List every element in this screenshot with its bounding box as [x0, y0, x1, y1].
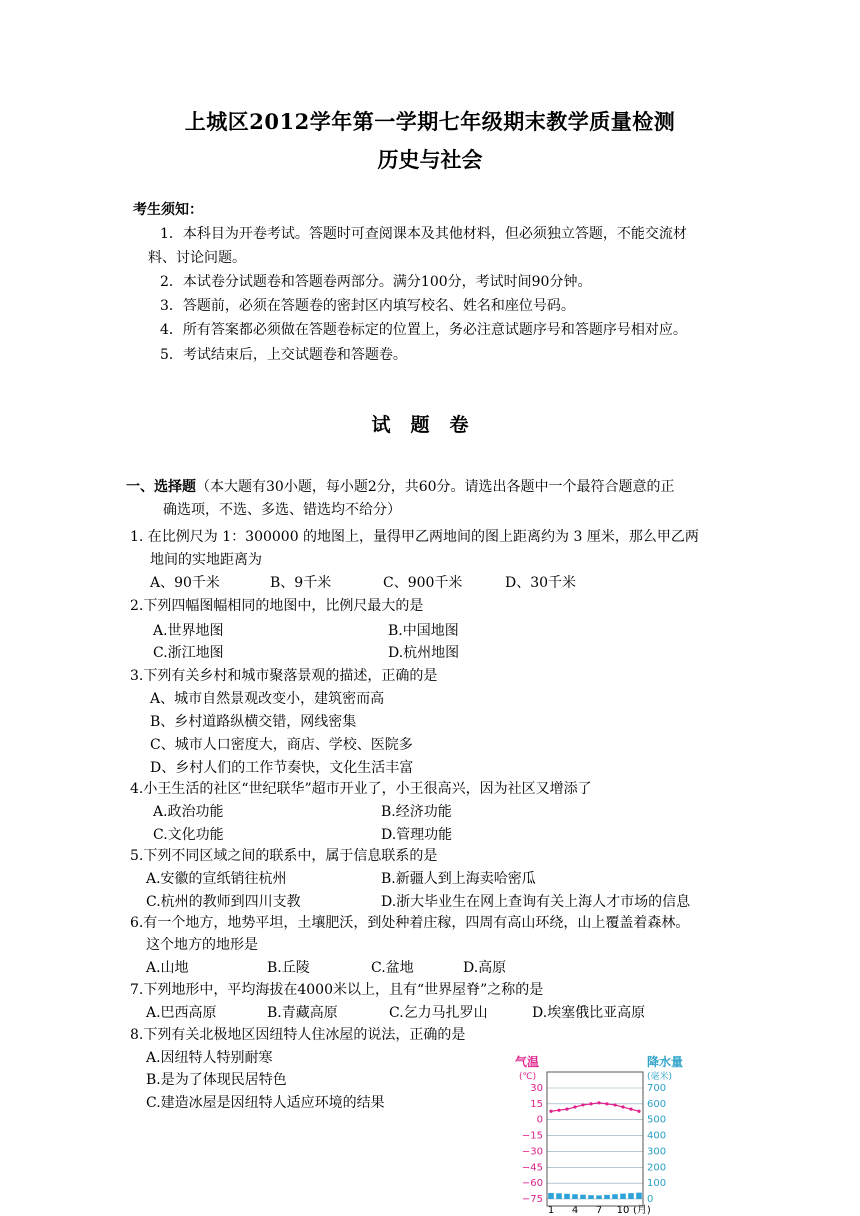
option: B.是为了体现民居特色	[146, 1072, 287, 1088]
page-subtitle: 历史与社会	[377, 147, 483, 172]
temperature-point	[581, 1103, 584, 1106]
precipitation-bar	[580, 1195, 586, 1199]
notice-item: 5．考试结束后，上交试题卷和答题卷。	[160, 347, 407, 363]
part1-heading	[126, 476, 675, 498]
part1-desc: （本大题有30小题，每小题2分，共60分。请选出各题中一个最符合题意的正	[196, 479, 675, 495]
part1-desc2: 确选项，不选、多选、错选均不给分）	[163, 502, 401, 518]
option: B.丘陵	[267, 960, 310, 976]
option: B.经济功能	[381, 804, 452, 820]
right-tick-label: 600	[647, 1098, 667, 1110]
left-tick-label: −45	[521, 1162, 543, 1174]
temperature-point	[597, 1101, 600, 1104]
option: A、90千米	[150, 575, 220, 591]
option: C.浙江地图	[153, 645, 224, 661]
option: A.世界地图	[153, 623, 224, 639]
left-ticks	[522, 1083, 543, 1205]
right-tick-label: 300	[647, 1146, 667, 1158]
precipitation-bars	[548, 1193, 642, 1199]
question-stem: 6.有一个地方，地势平坦，土壤肥沃，到处种着庄稼，四周有高山环绕，山上覆盖着森林。	[130, 915, 690, 931]
right-tick-label: 200	[647, 1162, 667, 1174]
option: C.建造冰屋是因纽特人适应环境的结果	[146, 1095, 385, 1111]
option: A.政治功能	[153, 804, 224, 820]
precipitation-bar	[548, 1193, 554, 1199]
chart-grid	[547, 1088, 643, 1199]
temperature-point	[589, 1102, 592, 1105]
option: C.盆地	[371, 960, 414, 976]
notice-item: 2．本试卷分试题卷和答题卷两部分。满分100分，考试时间90分钟。	[160, 274, 592, 290]
left-tick-label: −30	[521, 1146, 543, 1158]
temperature-point	[605, 1102, 608, 1105]
precipitation-bar	[636, 1193, 642, 1199]
option: C、900千米	[383, 575, 463, 591]
option: B.新疆人到上海卖哈密瓜	[381, 871, 536, 887]
left-tick-label: −60	[521, 1178, 543, 1190]
option: C.乞力马扎罗山	[389, 1005, 488, 1021]
right-tick-label: 700	[647, 1083, 667, 1094]
temperature-point	[613, 1103, 616, 1106]
climate-chart	[505, 1052, 705, 1216]
option: B、9千米	[270, 575, 332, 591]
precipitation-bar	[572, 1194, 578, 1199]
x-tick-label: 7	[595, 1205, 603, 1216]
option: A、城市自然景观改变小，建筑密而高	[150, 691, 385, 707]
right-tick-label: 500	[647, 1114, 667, 1126]
part1-label: 一、选择题	[126, 479, 196, 495]
question-stem: 8.下列有关北极地区因纽特人住冰屋的说法，正确的是	[130, 1027, 466, 1043]
option: D、乡村人们的工作节奏快，文化生活丰富	[150, 760, 414, 776]
question-stem: 5.下列不同区域之间的联系中，属于信息联系的是	[130, 848, 438, 864]
left-tick-label: 15	[530, 1098, 543, 1110]
left-tick-label: 0	[536, 1114, 543, 1126]
temperature-point	[573, 1105, 576, 1108]
option: D、30千米	[505, 575, 577, 591]
right-ticks	[647, 1083, 666, 1205]
precipitation-bar	[556, 1193, 562, 1199]
x-axis-unit: (月)	[633, 1205, 651, 1216]
precipitation-bar	[596, 1195, 602, 1199]
option: C.文化功能	[153, 827, 224, 843]
precipitation-bar	[564, 1194, 570, 1199]
option: B.中国地图	[388, 623, 459, 639]
precipitation-bar	[620, 1194, 626, 1199]
left-tick-label: −15	[521, 1130, 543, 1142]
option: D.浙大毕业生在网上查询有关上海人才市场的信息	[381, 894, 691, 910]
right-tick-label: 400	[647, 1130, 667, 1142]
option: D.管理功能	[381, 827, 453, 843]
right-axis-title: 降水量	[647, 1055, 684, 1069]
question-stem: 7.下列地形中，平均海拔在4000米以上，且有“世界屋脊”之称的是	[130, 982, 544, 998]
temperature-point	[557, 1109, 560, 1112]
temperature-line	[549, 1101, 640, 1113]
precipitation-bar	[588, 1195, 594, 1199]
precipitation-bar	[612, 1194, 618, 1199]
question-stem: 3.下列有关乡村和城市聚落景观的描述，正确的是	[130, 668, 438, 684]
option: A.因纽特人特别耐寒	[146, 1050, 273, 1066]
notice-item: 料、讨论问题。	[148, 250, 246, 266]
option: A.安徽的宣纸销往杭州	[146, 871, 287, 887]
option: D.杭州地图	[388, 645, 460, 661]
plot-frame	[547, 1072, 643, 1206]
section-title: 试题卷	[371, 414, 489, 436]
notice-item: 1．本科目为开卷考试。答题时可查阅课本及其他材料，但必须独立答题，不能交流材	[160, 226, 687, 242]
left-axis-unit: (℃)	[519, 1072, 537, 1082]
notice-item: 4．所有答案都必须做在答题卷标定的位置上，务必注意试题序号和答题序号相对应。	[160, 322, 687, 338]
question-stem: 这个地方的地形是	[146, 937, 258, 953]
option: D.高原	[463, 960, 507, 976]
option: C、城市人口密度大，商店、学校、医院多	[150, 737, 413, 753]
notice-item: 3．答题前，必须在答题卷的密封区内填写校名、姓名和座位号码。	[160, 298, 575, 314]
option: D.埃塞俄比亚高原	[532, 1005, 646, 1021]
question-stem: 地间的实地距离为	[150, 552, 262, 568]
option: B.青藏高原	[267, 1005, 338, 1021]
question-stem: 4.小王生活的社区“世纪联华”超市开业了，小王很高兴，因为社区又增添了	[130, 781, 592, 797]
x-tick-label: 1	[547, 1205, 555, 1216]
left-tick-label: −75	[521, 1194, 543, 1205]
precipitation-bar	[604, 1195, 610, 1199]
x-tick-label: 4	[571, 1205, 579, 1216]
temperature-point	[549, 1110, 552, 1113]
right-axis-unit: (毫米)	[647, 1072, 673, 1082]
temperature-point	[637, 1110, 640, 1113]
option: A.山地	[146, 960, 189, 976]
notice-heading: 考生须知：	[133, 202, 203, 218]
x-tick-label: 10	[616, 1205, 630, 1216]
temperature-point	[565, 1108, 568, 1111]
right-tick-label: 100	[647, 1178, 667, 1190]
left-axis-title: 气温	[515, 1055, 540, 1069]
left-tick-label: 30	[530, 1083, 543, 1094]
question-stem: 1. 在比例尺为 1：300000 的地图上，量得甲乙两地间的图上距离约为 3 厘米，那么甲乙两	[130, 529, 699, 545]
option: C.杭州的教师到四川支教	[146, 894, 301, 910]
right-tick-label: 0	[647, 1194, 654, 1205]
question-stem: 2.下列四幅图幅相同的地图中，比例尺最大的是	[130, 598, 424, 614]
option: A.巴西高原	[146, 1005, 217, 1021]
temperature-point	[621, 1105, 624, 1108]
temperature-point	[629, 1108, 632, 1111]
precipitation-bar	[628, 1193, 634, 1199]
option: B、乡村道路纵横交错，网线密集	[150, 714, 357, 730]
page-title: 上城区2012学年第一学期七年级期末教学质量检测	[184, 109, 676, 134]
